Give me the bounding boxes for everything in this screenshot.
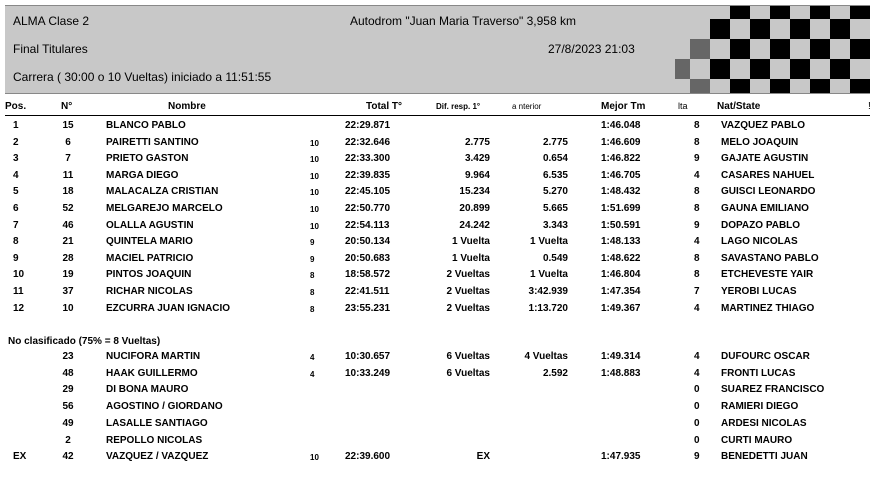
checkered-flag-graphic [675,6,870,93]
cell-diff: 15.234 [459,186,490,198]
cell-prev: 6.535 [542,169,568,181]
cell-num: 49 [62,417,74,429]
cell-num: 28 [62,252,74,264]
cell-nat: FRONTI LUCAS [721,367,796,379]
cell-pos: 11 [13,286,24,297]
cell-num: 56 [62,401,74,413]
cell-laps: 10 [310,205,319,214]
table-row [0,186,876,202]
cell-best: 1:46.048 [601,120,641,131]
cell-nat: SUAREZ FRANCISCO [721,384,825,396]
cell-total: 22:39.600 [345,451,391,463]
cell-pos: 7 [13,219,19,231]
cell-total: 10:30.657 [345,351,391,362]
table-row [0,451,876,467]
cell-lap: 8 [694,252,700,264]
cell-nat: GAUNA EMILIANO [721,203,809,214]
cell-lap: 8 [694,203,700,214]
cell-num: 18 [62,186,74,198]
cell-pos: 9 [13,252,19,264]
cell-pos: 6 [13,203,19,214]
cell-laps: 10 [310,155,319,165]
cell-pos: EX [13,451,27,463]
cell-name: PAIRETTI SANTINO [106,136,199,148]
cell-name: OLALLA AGUSTIN [106,219,194,231]
cell-lap: 8 [694,136,700,148]
cell-lap: 4 [694,236,700,248]
cell-lap: 4 [694,302,700,314]
cell-nat: CASARES NAHUEL [721,169,815,181]
cell-name: MELGAREJO MARCELO [106,203,223,214]
cell-nat: LAGO NICOLAS [721,236,798,248]
col-diff-header: Dif. resp. 1° [436,102,481,111]
col-mark-header: ! [868,101,871,112]
table-row [0,253,876,269]
cell-num: 11 [62,169,74,181]
cell-laps: 8 [310,288,315,297]
cell-total: 22:39.835 [345,169,391,181]
cell-total: 20:50.683 [345,252,391,264]
table-row [0,384,876,400]
table-row [0,153,876,169]
cell-total: 22:32.646 [345,136,391,148]
table-row [0,351,876,367]
table-row [0,401,876,417]
cell-nat: BENEDETTI JUAN [721,451,808,463]
cell-diff: 3.429 [464,153,490,165]
table-row [0,435,876,451]
cell-name: NUCIFORA MARTIN [106,351,201,362]
cell-name: VAZQUEZ / VAZQUEZ [106,451,209,463]
cell-prev: 2.775 [542,136,568,148]
cell-lap: 9 [694,219,700,231]
cell-name: DI BONA MAURO [106,384,189,396]
cell-nat: ETCHEVESTE YAIR [721,269,814,281]
cell-nat: MELO JOAQUIN [721,136,799,148]
cell-laps: 4 [310,369,315,379]
cell-lap: 4 [694,367,700,379]
cell-total: 22:33.300 [345,153,391,165]
cell-diff: 6 Vueltas [446,351,490,362]
cell-num: 52 [62,203,74,214]
table-row [0,269,876,285]
cell-nat: MARTINEZ THIAGO [721,302,815,314]
results-header [5,5,870,94]
cell-num: 6 [65,136,71,148]
col-nat-header: Nat/State [717,101,761,112]
table-row [0,137,876,153]
category-title: ALMA Clase 2 [13,14,90,28]
cell-pos: 2 [13,136,19,148]
cell-pos: 3 [13,153,19,165]
cell-pos: 10 [13,269,25,281]
cell-prev: 1 Vuelta [530,236,568,248]
table-row [0,170,876,186]
col-total-header: Total T° [366,101,403,112]
cell-num: 10 [62,302,74,314]
col-lap-header: lta [678,101,688,111]
cell-laps: 10 [310,188,319,198]
column-headers [0,101,876,115]
cell-nat: GAJATE AGUSTIN [721,153,809,165]
cell-diff: 6 Vueltas [446,367,490,379]
table-row [0,120,876,136]
cell-lap: 4 [694,351,700,362]
cell-laps: 10 [310,221,319,231]
cell-total: 18:58.572 [345,269,391,281]
cell-name: REPOLLO NICOLAS [106,434,203,446]
cell-name: PINTOS JOAQUIN [106,269,192,281]
cell-diff: 2 Vueltas [446,269,490,281]
table-row [0,368,876,384]
cell-best: 1:47.935 [601,451,641,463]
cell-num: 2 [65,434,71,446]
cell-nat: YEROBI LUCAS [721,286,797,297]
cell-total: 20:50.134 [345,236,391,248]
cell-lap: 9 [694,451,700,463]
cell-laps: 4 [310,353,315,362]
cell-pos: 8 [13,236,19,248]
cell-lap: 8 [694,186,700,198]
cell-name: LASALLE SANTIAGO [106,417,208,429]
cell-prev: 3:42.939 [528,286,568,297]
cell-name: QUINTELA MARIO [106,236,193,248]
cell-laps: 10 [310,138,319,148]
table-row [0,303,876,319]
cell-prev: 1 Vuelta [530,269,568,281]
cell-name: HAAK GUILLERMO [106,367,198,379]
cell-pos: 1 [13,120,19,131]
cell-lap: 4 [694,169,700,181]
cell-prev: 5.665 [542,203,568,214]
table-row [0,203,876,219]
cell-lap: 8 [694,120,700,131]
cell-diff: 1 Vuelta [452,252,490,264]
cell-best: 1:51.699 [601,203,641,214]
cell-name: MARGA DIEGO [106,169,179,181]
cell-nat: GUISCI LEONARDO [721,186,816,198]
cell-nat: ARDESI NICOLAS [721,417,807,429]
cell-total: 10:33.249 [345,367,391,379]
cell-best: 1:48.133 [601,236,641,248]
cell-diff: 9.964 [464,169,490,181]
cell-nat: CURTI MAURO [721,434,793,446]
cell-best: 1:46.705 [601,169,641,181]
cell-lap: 0 [694,434,700,446]
cell-total: 23:55.231 [345,302,391,314]
cell-num: 7 [65,153,71,165]
cell-nat: RAMIERI DIEGO [721,401,799,413]
cell-total: 22:50.770 [345,203,391,214]
cell-prev: 4 Vueltas [524,351,568,362]
cell-diff: 2.775 [464,136,490,148]
cell-prev: 2.592 [542,367,568,379]
cell-prev: 0.654 [542,153,568,165]
cell-num: 37 [62,286,74,297]
cell-name: RICHAR NICOLAS [106,286,193,297]
cell-laps: 8 [310,271,315,281]
col-best-header: Mejor Tm [601,101,646,112]
cell-name: MALACALZA CRISTIAN [106,186,219,198]
table-row [0,286,876,302]
cell-num: 21 [62,236,74,248]
cell-num: 42 [62,451,74,463]
cell-nat: SAVASTANO PABLO [721,252,819,264]
cell-pos: 4 [13,169,19,181]
cell-diff: 1 Vuelta [452,236,490,248]
cell-total: 22:29.871 [345,120,391,131]
cell-lap: 0 [694,417,700,429]
cell-lap: 0 [694,401,700,413]
cell-laps: 9 [310,238,315,248]
cell-pos: 12 [13,302,25,314]
cell-prev: 0.549 [542,252,568,264]
cell-num: 15 [62,120,74,131]
cell-best: 1:46.609 [601,136,641,148]
cell-laps: 10 [310,453,319,463]
cell-best: 1:49.367 [601,302,641,314]
cell-laps: 8 [310,304,315,314]
header-divider [5,115,870,116]
col-prev-header: a nterior [512,102,542,111]
cell-prev: 1:13.720 [528,302,568,314]
cell-total: 22:45.105 [345,186,391,198]
cell-laps: 9 [310,254,315,264]
cell-best: 1:46.822 [601,153,641,165]
cell-diff: 24.242 [459,219,490,231]
cell-best: 1:46.804 [601,269,641,281]
cell-diff: 20.899 [459,203,490,214]
cell-prev: 3.343 [542,219,568,231]
cell-num: 19 [62,269,74,281]
cell-name: MACIEL PATRICIO [106,252,194,264]
cell-diff: 2 Vueltas [446,286,490,297]
cell-lap: 7 [694,286,700,297]
table-row [0,236,876,252]
cell-pos: 5 [13,186,19,198]
table-row [0,418,876,434]
cell-num: 48 [62,367,74,379]
cell-best: 1:50.591 [601,219,641,231]
session-name: Final Titulares [13,42,88,56]
circuit-name: Autodrom "Juan Maria Traverso" 3,958 km [350,14,576,28]
cell-lap: 0 [694,384,700,396]
cell-num: 29 [62,384,74,396]
cell-best: 1:49.314 [601,351,641,362]
table-row [0,220,876,236]
cell-name: EZCURRA JUAN IGNACIO [106,302,231,314]
cell-lap: 9 [694,153,700,165]
cell-nat: DOPAZO PABLO [721,219,801,231]
cell-num: 46 [62,219,74,231]
cell-best: 1:47.354 [601,286,641,297]
cell-diff: 2 Vueltas [446,302,490,314]
cell-nat: DUFOURC OSCAR [721,351,810,362]
cell-num: 23 [62,351,74,362]
cell-nat: VAZQUEZ PABLO [721,120,806,131]
cell-best: 1:48.883 [601,367,641,379]
cell-prev: 5.270 [542,186,568,198]
cell-best: 1:48.432 [601,186,641,198]
race-info: Carrera ( 30:00 o 10 Vueltas) iniciado a 11:51:55 [13,70,272,84]
cell-diff: EX [476,451,490,463]
col-pos-header: Pos. [5,101,27,112]
session-datetime: 27/8/2023 21:03 [548,42,635,56]
cell-total: 22:41.511 [345,286,390,297]
cell-name: BLANCO PABLO [106,120,186,131]
cell-total: 22:54.113 [345,219,390,231]
not-classified-title: No clasificado (75% = 8 Vueltas) [8,336,161,347]
cell-laps: 10 [310,171,319,181]
col-num-header: N° [61,101,73,112]
cell-name: PRIETO GASTON [106,153,189,165]
cell-name: AGOSTINO / GIORDANO [106,401,223,413]
cell-best: 1:48.622 [601,252,641,264]
col-name-header: Nombre [168,101,206,112]
cell-lap: 8 [694,269,700,281]
